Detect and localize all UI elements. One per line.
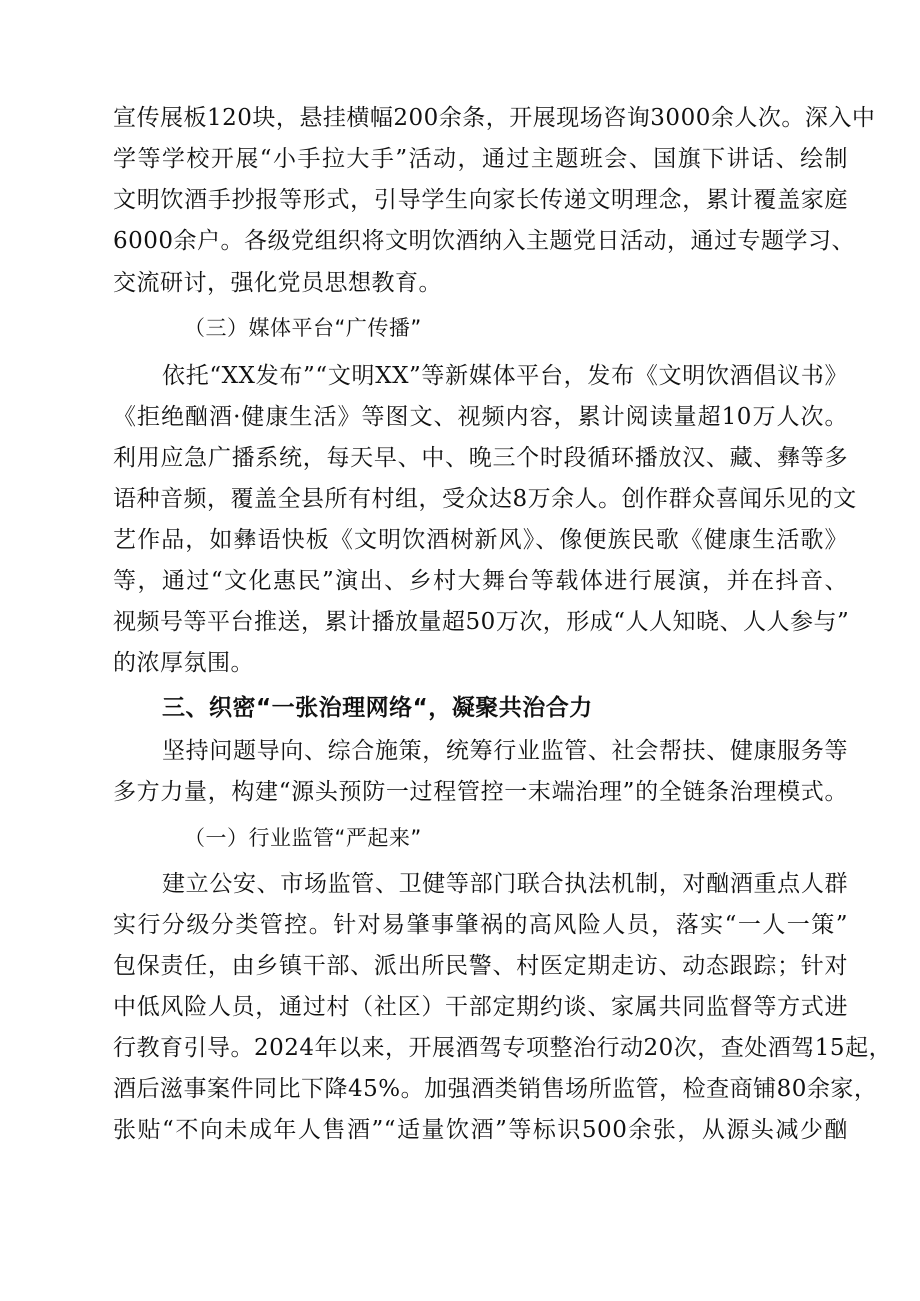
paragraph-line: 张贴“不向未成年人售酒”“适量饮酒”等标识500余张，从源头减少酗: [113, 1117, 848, 1143]
paragraph-line: 6000余户。各级党组织将文明饮酒纳入主题党日活动，通过专题学习、: [113, 228, 856, 254]
paragraph-line: 宣传展板120块，悬挂横幅200余条，开展现场咨询3000余人次。深入中: [113, 105, 876, 131]
paragraph-line: 艺作品，如彝语快板《文明饮酒树新风》、像便族民歌《健康生活歌》: [113, 527, 848, 553]
paragraph-line: 文明饮酒手抄报等形式，引导学生向家长传递文明理念，累计覆盖家庭: [113, 187, 848, 213]
section-heading: 三、织密“一张治理网络“，凝聚共治合力: [162, 695, 593, 721]
paragraph-line: 视频号等平台推送，累计播放量超50万次，形成“人人知晓、人人参与”: [113, 609, 850, 635]
paragraph-line: 的浓厚氛围。: [113, 650, 254, 676]
paragraph-line: 多方力量，构建“源头预防一过程管控一末端治理”的全链条治理模式。: [113, 779, 848, 805]
paragraph-line: 等，通过“文化惠民”演出、乡村大舞台等载体进行展演，并在抖音、: [113, 568, 848, 594]
subsection-heading: （三）媒体平台“广传播”: [184, 316, 422, 340]
paragraph-line: 行教育引导。2024年以来，开展酒驾专项整治行动20次，查处酒驾15起，: [113, 1035, 893, 1061]
paragraph-line: 利用应急广播系统，每天早、中、晚三个时段循环播放汉、藏、彝等多: [113, 445, 848, 471]
paragraph-line: 建立公安、市场监管、卫健等部门联合执法机制，对酗酒重点人群: [162, 871, 848, 897]
paragraph-line: 酒后滋事案件同比下降45%。加强酒类销售场所监管，检查商铺80余家，: [113, 1076, 878, 1102]
paragraph-line: 实行分级分类管控。针对易肇事肇祸的高风险人员，落实“一人一策”: [113, 912, 848, 938]
paragraph-line: 坚持问题导向、综合施策，统筹行业监管、社会帮扶、健康服务等: [162, 738, 848, 764]
paragraph-line: 交流研讨，强化党员思想教育。: [113, 270, 442, 296]
subsection-heading: （一）行业监管“严起来”: [184, 826, 422, 850]
paragraph-line: 中低风险人员，通过村（社区）干部定期约谈、家属共同监督等方式进: [113, 994, 848, 1020]
paragraph-line: 依托“XX发布”“文明XX”等新媒体平台，发布《文明饮酒倡议书》: [162, 363, 848, 389]
paragraph-line: 学等学校开展“小手拉大手”活动，通过主题班会、国旗下讲话、绘制: [113, 146, 848, 172]
paragraph-line: 《拒绝酗酒·健康生活》等图文、视频内容，累计阅读量超10万人次。: [113, 404, 848, 430]
paragraph-line: 包保责任，由乡镇干部、派出所民警、村医定期走访、动态跟踪；针对: [113, 953, 848, 979]
paragraph-line: 语种音频，覆盖全县所有村组，受众达8万余人。创作群众喜闻乐见的文: [113, 486, 857, 512]
